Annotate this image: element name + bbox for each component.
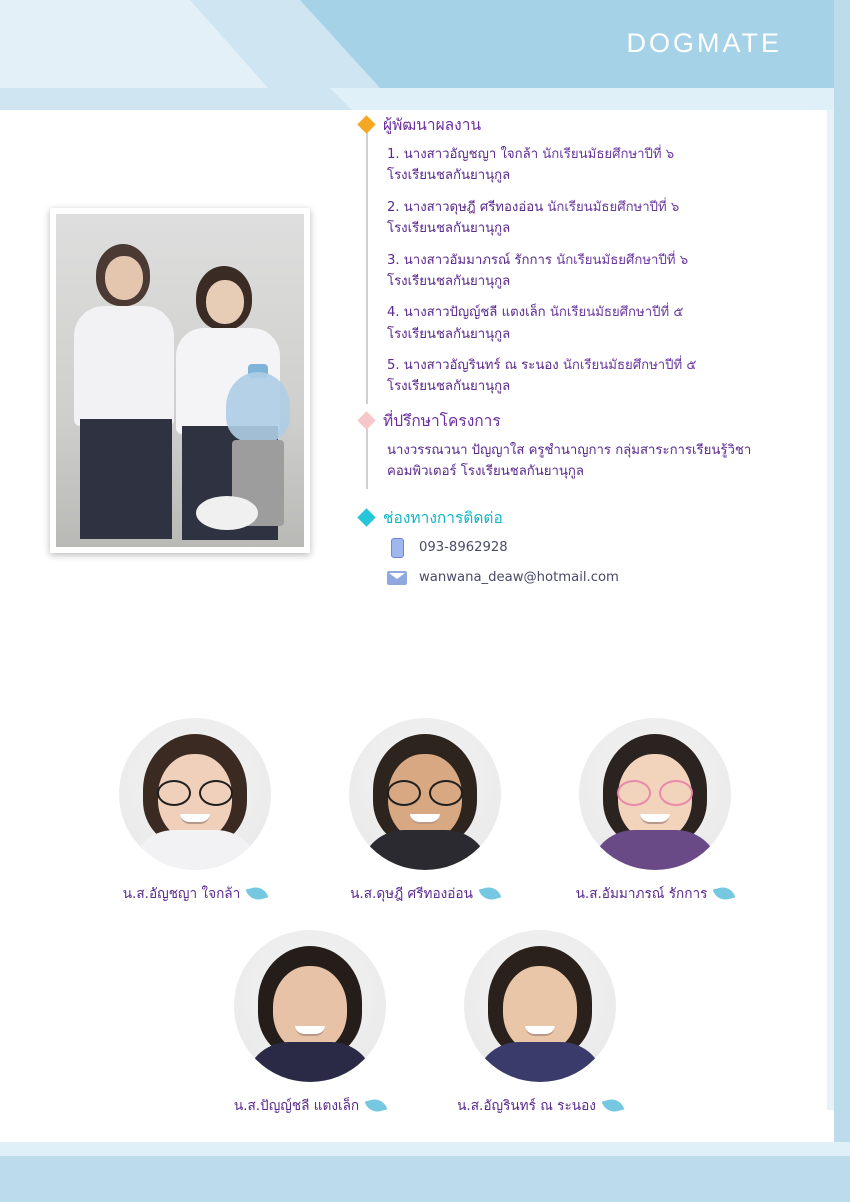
- team-member-name: น.ส.อัญรินทร์ ณ ระนอง: [457, 1098, 596, 1114]
- team-row-1: [0, 718, 850, 904]
- team-member-name: น.ส.ปัญญ์ชลี แตงเล็ก: [233, 1098, 360, 1114]
- developer-name: นางสาวอัมมาภรณ์ รักการ: [403, 252, 552, 268]
- contact-email-value: wanwana_deaw@hotmail.com: [419, 570, 619, 585]
- brand-title: DOGMATE: [626, 28, 782, 58]
- glasses-icon: [387, 780, 463, 802]
- info-column: [360, 112, 800, 598]
- dog-bowl: [196, 496, 258, 530]
- contact-heading: [360, 505, 800, 530]
- project-photo-image: [56, 214, 304, 547]
- section-connector-line: [366, 125, 368, 404]
- diamond-teal-icon: [357, 508, 375, 526]
- photo-person-1-face: [105, 256, 143, 300]
- advisor-heading: [360, 408, 800, 433]
- section-developers: [360, 112, 800, 398]
- leaf-icon: [246, 884, 269, 901]
- footer-band: [0, 1156, 850, 1202]
- list-item: [387, 144, 800, 187]
- contact-phone-value: 093-8962928: [419, 540, 508, 555]
- developer-index: 3.: [387, 252, 400, 268]
- avatar-face: [503, 966, 577, 1052]
- contact-title: ช่องทางการติดต่อ: [383, 508, 503, 527]
- developer-name: นางสาวดุษฎี ศรีทองอ่อน: [403, 199, 544, 215]
- water-bottle: [226, 372, 290, 442]
- developer-school: โรงเรียนชลกันยานุกูล: [387, 273, 511, 289]
- footer-band-light: [0, 1142, 850, 1156]
- phone-icon: [387, 538, 407, 558]
- developer-school: โรงเรียนชลกันยานุกูล: [387, 379, 511, 395]
- contact-email-row[interactable]: [387, 568, 800, 588]
- avatar: [464, 930, 616, 1082]
- avatar-shoulders: [360, 830, 490, 870]
- team-member: [560, 718, 750, 904]
- team-member: [445, 930, 635, 1116]
- developer-grade: นักเรียนมัธยศึกษาปีที่ ๕: [562, 358, 697, 373]
- diamond-orange-icon: [357, 115, 375, 133]
- team-member-name-row: [457, 1094, 623, 1116]
- photo-person-2-face: [206, 280, 244, 324]
- glasses-icon: [617, 780, 693, 802]
- avatar: [119, 718, 271, 870]
- developer-school: โรงเรียนชลกันยานุกูล: [387, 168, 511, 184]
- team-member-name-row: [123, 882, 268, 904]
- developer-index: 2.: [387, 199, 400, 215]
- team-member-name: น.ส.ดุษฎี ศรีทองอ่อน: [350, 886, 473, 902]
- avatar-shoulders: [475, 1042, 605, 1082]
- leaf-icon: [365, 1096, 388, 1113]
- list-item: [387, 250, 800, 293]
- list-item: [387, 302, 800, 345]
- developer-grade: นักเรียนมัธยศึกษาปีที่ ๖: [542, 147, 675, 162]
- section-connector-line: [366, 421, 368, 489]
- avatar: [349, 718, 501, 870]
- developer-grade: นักเรียนมัธยศึกษาปีที่ ๖: [547, 199, 680, 215]
- developer-name: นางสาวปัญญ์ชลี แตงเล็ก: [403, 305, 546, 321]
- advisor-line-1: นางวรรณวนา ปัญญาใส ครูชำนาญการ กลุ่มสาระการเรียนรู้วิชา: [387, 442, 752, 458]
- photo-person-1-skirt: [80, 419, 172, 539]
- developer-name: นางสาวอัญชญา ใจกล้า: [403, 147, 539, 162]
- developer-name: นางสาวอัญรินทร์ ณ ระนอง: [403, 358, 559, 373]
- developer-index: 5.: [387, 358, 400, 373]
- developer-school: โรงเรียนชลกันยานุกูล: [387, 221, 511, 237]
- team-member-name-row: [234, 1094, 386, 1116]
- project-photo: [50, 208, 310, 553]
- developer-index: 4.: [387, 305, 400, 321]
- leaf-icon: [713, 884, 736, 901]
- avatar-shoulders: [130, 830, 260, 870]
- team-member-name-row: [576, 882, 735, 904]
- diamond-pink-icon: [357, 411, 375, 429]
- glasses-icon: [157, 780, 233, 802]
- developer-school: โรงเรียนชลกันยานุกูล: [387, 326, 511, 342]
- developers-heading: [360, 112, 800, 137]
- avatar-shoulders: [245, 1042, 375, 1082]
- developers-list: [360, 144, 800, 398]
- team-member-name: น.ส.อัญชญา ใจกล้า: [122, 886, 241, 902]
- developers-title: ผู้พัฒนาผลงาน: [383, 116, 482, 134]
- advisor-title: ที่ปรึกษาโครงการ: [383, 411, 501, 430]
- developer-grade: นักเรียนมัธยศึกษาปีที่ ๖: [556, 252, 689, 268]
- leaf-icon: [602, 1096, 625, 1113]
- advisor-text: [360, 440, 800, 483]
- avatar-shoulders: [590, 830, 720, 870]
- team-row-2: [0, 930, 850, 1116]
- team-member-name-row: [350, 882, 500, 904]
- team-gallery: [0, 718, 850, 1116]
- list-item: [387, 355, 800, 398]
- mail-icon: [387, 568, 407, 588]
- contact-phone-row[interactable]: [387, 538, 800, 558]
- team-member: [330, 718, 520, 904]
- team-member-name: น.ส.อัมมาภรณ์ รักการ: [575, 886, 708, 902]
- photo-person-1-shirt: [74, 306, 174, 426]
- advisor-line-2: คอมพิวเตอร์ โรงเรียนชลกันยานุกูล: [387, 464, 584, 480]
- team-member: [215, 930, 405, 1116]
- avatar: [234, 930, 386, 1082]
- contact-list: [360, 538, 800, 588]
- avatar-face: [273, 966, 347, 1052]
- section-advisor: [360, 408, 800, 483]
- list-item: [387, 197, 800, 240]
- section-contact: [360, 505, 800, 588]
- developer-grade: นักเรียนมัธยศึกษาปีที่ ๕: [549, 305, 684, 321]
- leaf-icon: [479, 884, 502, 901]
- avatar: [579, 718, 731, 870]
- developer-index: 1.: [387, 147, 400, 162]
- team-member: [100, 718, 290, 904]
